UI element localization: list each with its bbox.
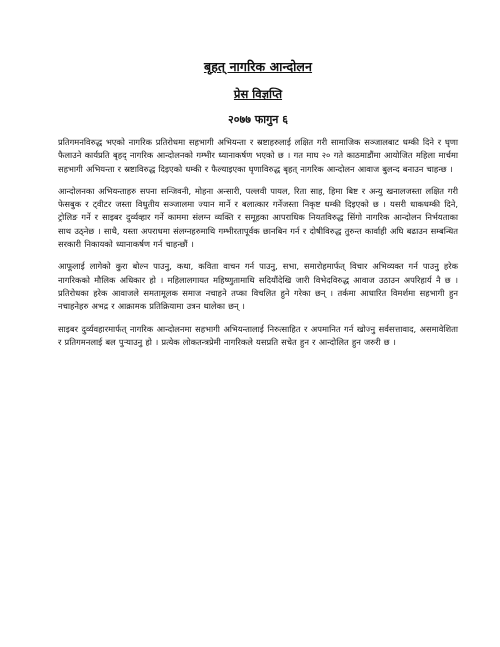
document-date: २०७७ फागुन ६ — [228, 113, 288, 126]
paragraph-1: प्रतिगमनविरुद्ध भएको नागरिक प्रतिरोधमा सहभागी अभियन्ता र स्रष्टाहरुलाई लक्षित गरी सामाजिक सञ्जालबाट धम्की दिने र घृणा फैलाउने कार्यप्रति बृहद् नागरिक आन्दोलनको गम्भीर ध्यानाकर्षण भएको छ । गत माघ २० गते काठमाडौंमा आयोजित महिला मार्चमा सहभागी अभियन्ता र स्रष्टाविरुद्ध दिइएको धम्की र फैल्याइएका घृणाविरुद्ध बृहत् नागरिक आन्दोलन आवाज बुलन्द बनाउन चाहन्छ । — [58, 137, 458, 174]
paragraph-4: साइबर दुर्व्यवहारमार्फत् नागरिक आन्दोलनमा सहभागी अभियन्तालाई निरुत्साहित र अपमानित गर्न खोज्नु सर्वसत्तावाद, असमावेशिता र प्रतिगमनलाई बल पुऱ्याउनु हो । प्रत्येक लोकतन्त्रप्रेमी नागरिकले यसप्रति सचेत हुन र आन्दोलित हुन जरुरी छ । — [58, 323, 458, 347]
paragraph-3: आफूलाई लागेको कुरा बोल्न पाउनु, कथा, कविता वाचन गर्न पाउनु, सभा, समारोहमार्फत् विचार अभिव्यक्त गर्न पाउनु हरेक नागरिकको मौलिक अधिकार हो । महिलालगायत महिष्णुतामाथि सदियौंदेखि जारी विभेदविरुद्ध आवाज उठाउन अपरिहार्य नै छ । प्रतिरोधका हरेक आवाजले समतामूलक समाज नचाहने तप्का विचलित हुने गरेका छन् । तर्कमा आधारित विमर्शमा सहभागी हुन नचाहनेहरु अभद्र र आक्रामक प्रतिक्रियामा उत्रन थालेका छन् । — [58, 261, 458, 312]
document-subtitle: प्रेस विज्ञप्ति — [233, 87, 283, 101]
paragraph-2: आन्दोलनका अभियन्ताहरु सपना सन्जिवनी, मोहना अन्सारी, पल्लवी पायल, रिता साह, हिमा बिष्ट र अन्यु खनालजस्ता लक्षित गरी फेसबुक र ट्वीटर जस्ता विधुतीय सञ्जालमा ज्यान मार्ने र बलात्कार गर्नेजस्ता निकृष्ट धम्की दिइएको छ । यसरी धाकधम्की दिने, ट्रोलिङ गर्ने र साइबर दुर्व्यव्हार गर्ने काममा संलग्न व्यक्ति र समूहका आपराधिक नियतविरुद्ध सिंगो नागरिक आन्दोलन निर्भयताका साथ उठ्नेछ । साथै, यस्ता अपराधमा संलग्नहरुमाथि गम्भीरतापूर्वक छानबिन गर्न र दोषीविरुद्ध तुरुन्त कार्वाही अघि बढाउन सम्बन्धित सरकारी निकायको ध्यानाकर्षण गर्न चाहन्छौं । — [58, 185, 458, 250]
document-title: बृहत् नागरिक आन्दोलन — [203, 59, 313, 74]
